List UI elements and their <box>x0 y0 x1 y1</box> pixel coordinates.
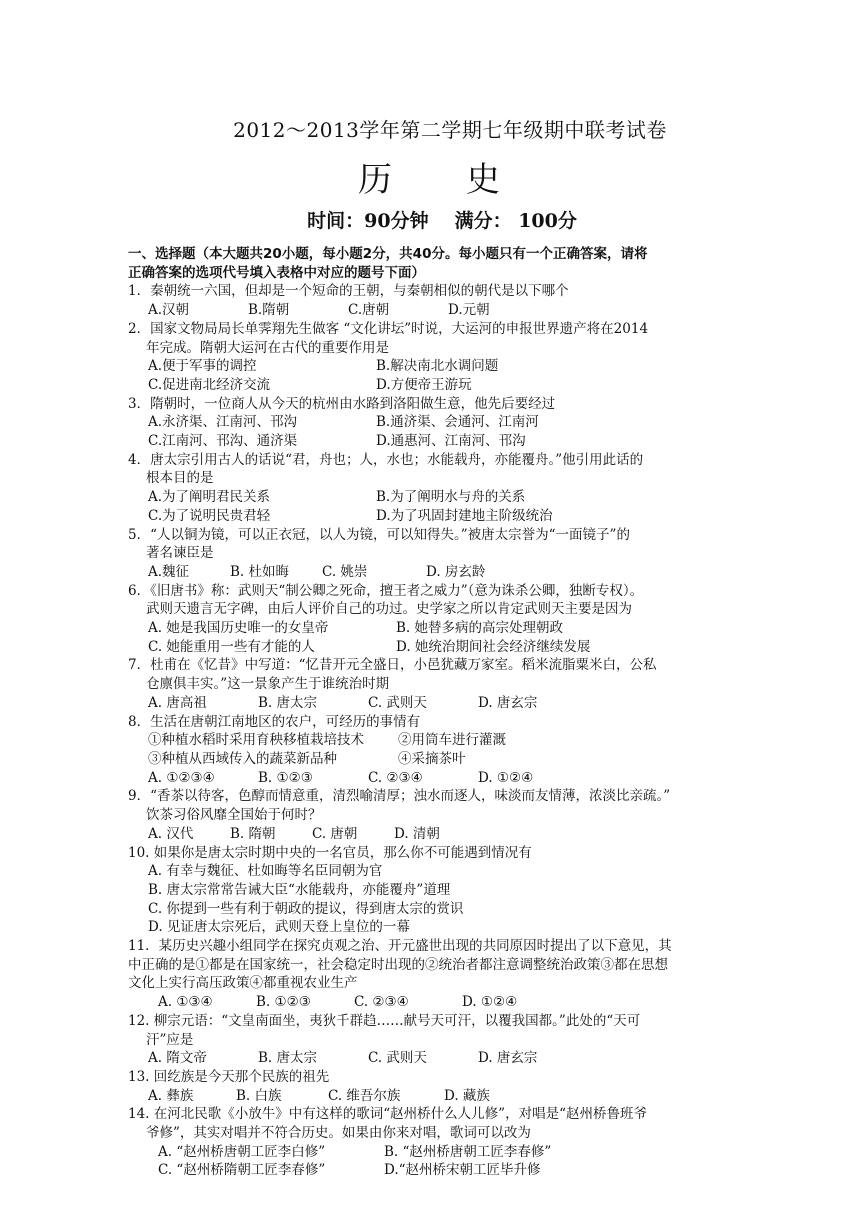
option-c: C.江南河、邗沟、通济渠 <box>148 433 298 450</box>
option-a: A.魏征 <box>148 563 190 580</box>
option-c: C. 唐朝 <box>312 825 358 842</box>
option-d: D. 藏族 <box>444 1087 490 1104</box>
option-d: D.“赵州桥宋朝工匠毕升修 <box>384 1162 541 1179</box>
option-a: A. 她是我国历史唯一的女皇帝 <box>148 620 329 637</box>
option-d: D.为了巩固封建地主阶级统治 <box>376 507 553 524</box>
option-c: C. 维吾尔族 <box>328 1087 401 1104</box>
exam-time: 时间：90分钟 <box>307 210 429 232</box>
question-stem-cont: 著名谏臣是 <box>146 545 214 562</box>
question-stem: 3．隋朝时，一位商人从今天的杭州由水路到洛阳做生意，他先后要经过 <box>128 395 556 412</box>
question-options <box>128 413 744 432</box>
question-stem-cont: 爷修”，其实对唱并不符合历史。如果由你来对唱，歌词可以改为 <box>146 1125 531 1142</box>
question-options <box>128 1087 744 1106</box>
option-d: D.元朝 <box>448 302 490 319</box>
option-a: A. 隋文帝 <box>148 1050 207 1067</box>
option-d: D. 房玄龄 <box>426 563 486 580</box>
option-b: B. ①②③ <box>256 994 311 1011</box>
question-stem: 2．国家文物局局长单霁翔先生做客 “文化讲坛”时说，大运河的申报世界遗产将在2014 <box>128 320 649 337</box>
option-d: D. 唐玄宗 <box>478 694 538 711</box>
option-b: B. 唐太宗常常告诫大臣“水能载舟，亦能覆舟”道理 <box>148 881 451 898</box>
item-2: ②用筒车进行灌溉 <box>398 732 506 749</box>
option-b: B. 杜如晦 <box>230 563 290 580</box>
option-b: B. “赵州桥唐朝工匠李春修” <box>384 1143 552 1160</box>
question-options <box>128 1161 744 1180</box>
option-a: A. 汉代 <box>148 825 194 842</box>
option-a: A. 有幸与魏征、杜如晦等名臣同朝为官 <box>148 863 383 880</box>
option-a: A. ①③④ <box>158 994 213 1011</box>
question-options <box>128 376 744 395</box>
question-stem: 10. 如果你是唐太宗时期中央的一名官员，那么你不可能遇到情况有 <box>128 844 532 861</box>
option-a: A. “赵州桥唐朝工匠李白修” <box>158 1143 326 1160</box>
question-stem: 12. 柳宗元语：“文皇南面坐，夷狄千群趋……献号天可汗，以覆我国都。”此处的“天可 <box>128 1012 641 1029</box>
option-c: C. ②③④ <box>368 769 423 786</box>
question-options <box>128 507 744 526</box>
option-d: D. 见证唐太宗死后，武则天登上皇位的一幕 <box>148 919 410 936</box>
question-items <box>128 750 744 769</box>
question-stem: 1．秦朝统一六国，但却是一个短命的王朝，与秦朝相似的朝代是以下哪个 <box>128 283 569 300</box>
question-stem-cont: 文化上实行高压政策④都重视农业生产 <box>128 975 358 992</box>
exam-score: 满分： 100分 <box>454 210 577 232</box>
option-c: C. 武则天 <box>368 1050 427 1067</box>
subject-title: 历 史 <box>358 160 502 200</box>
option-c: C.促进南北经济交流 <box>148 376 271 393</box>
option-b: B.为了阐明水与舟的关系 <box>376 489 526 506</box>
option-b: B.隋朝 <box>248 302 290 319</box>
question-options <box>128 488 744 507</box>
option-a: A.汉朝 <box>148 302 190 319</box>
option-b: B. 隋朝 <box>230 825 276 842</box>
exam-title: 2012～2013学年第二学期七年级期中联考试卷 <box>233 118 667 142</box>
question-stem: 7．杜甫在《忆昔》中写道：“忆昔开元全盛日，小邑犹藏万家室。稻米流脂粟米白，公私 <box>128 657 657 674</box>
question-stem-cont: 武则天遗言无字碑，由后人评价自己的功过。史学家之所以肯定武则天主要是因为 <box>146 601 632 618</box>
question-stem: 14. 在河北民歌《小放牛》中有这样的歌词“赵州桥什么人儿修”，对唱是“赵州桥鲁班爷 <box>128 1106 647 1123</box>
section-title: 一、选择题（本大题共20小题，每小题2分，共40分。每小题只有一个正确答案，请将 <box>128 246 648 262</box>
option-d: D. ①②④ <box>478 769 534 786</box>
option-d: D. 她统治期间社会经济继续发展 <box>396 638 591 655</box>
item-4: ④采摘茶叶 <box>398 750 466 767</box>
question-stem: 11．某历史兴趣小组同学在探究贞观之治、开元盛世出现的共同原因时提出了以下意见，其 <box>128 938 672 955</box>
option-a: A. 彝族 <box>148 1087 194 1104</box>
option-d: D. 清朝 <box>394 825 440 842</box>
question-options <box>128 825 744 844</box>
option-a: A.为了阐明君民关系 <box>148 489 271 506</box>
option-c: C.唐朝 <box>348 302 390 319</box>
option-c: C. ②③④ <box>354 994 409 1011</box>
question-options <box>128 357 744 376</box>
question-stem: 4．唐太宗引用古人的话说“君，舟也；人，水也；水能载舟，亦能覆舟。”他引用此话的 <box>128 451 644 468</box>
question-options <box>128 563 744 582</box>
option-c: C. 武则天 <box>368 694 427 711</box>
option-c: C. 她能重用一些有才能的人 <box>148 638 315 655</box>
question-options <box>128 432 744 451</box>
option-c: C. “赵州桥隋朝工匠李春修” <box>158 1162 326 1179</box>
option-b: B. 唐太宗 <box>258 1050 318 1067</box>
question-stem-cont: 饮茶习俗风靡全国始于何时？ <box>146 807 322 824</box>
option-d: D. 唐玄宗 <box>478 1050 538 1067</box>
option-a: A.永济渠、江南河、邗沟 <box>148 414 298 431</box>
option-a: A.便于军事的调控 <box>148 358 257 375</box>
option-b: B. 唐太宗 <box>258 694 318 711</box>
option-b: B. ①②③ <box>258 769 313 786</box>
item-3: ③种植从西域传入的蔬菜新品种 <box>148 750 337 767</box>
option-d: D.通惠河、江南河、邗沟 <box>376 433 526 450</box>
question-stem: 9．“香茶以待客，色醇而情意重，清烈喻清厚；浊水而逐人，味淡而友情薄，浓淡比亲疏。” <box>128 788 671 805</box>
question-items <box>128 731 744 750</box>
question-stem-cont: 汗”应是 <box>146 1031 194 1048</box>
question-options <box>128 1143 744 1162</box>
question-stem: 6．《旧唐书》称：武则天“制公卿之死命，擅王者之威力”（意为诛杀公卿，独断专权）。 <box>128 582 644 599</box>
question-options <box>128 301 744 320</box>
option-d: D. ①②④ <box>462 994 518 1011</box>
question-stem: 13. 回纥族是今天那个民族的祖先 <box>128 1068 330 1085</box>
option-b: B. 白族 <box>236 1087 282 1104</box>
item-1: ①种植水稻时采用育秧移植栽培技术 <box>148 732 364 749</box>
question-stem-cont: 根本目的是 <box>146 470 214 487</box>
section-title-cont: 正确答案的选项代号填入表格中对应的题号下面） <box>128 264 425 281</box>
question-stem-cont: 仓廪俱丰实。”这一景象产生于谁统治时期 <box>146 676 390 693</box>
question-stem: 8．生活在唐朝江南地区的农户，可经历的事情有 <box>128 713 421 730</box>
question-options <box>128 769 744 788</box>
option-c: C. 姚崇 <box>322 563 368 580</box>
option-d: D.方便帝王游玩 <box>376 376 472 393</box>
option-b: B.解决南北水调问题 <box>376 358 499 375</box>
question-list <box>128 245 744 1180</box>
question-stem-cont: 中正确的是①都是在国家统一，社会稳定时出现的②统治者都注意调整统治政策③都在思想 <box>128 956 668 973</box>
option-a: A. ①②③④ <box>148 769 215 786</box>
question-options <box>128 638 744 657</box>
option-a: A. 唐高祖 <box>148 694 207 711</box>
question-options <box>128 993 744 1012</box>
question-stem-cont: 年完成。隋朝大运河在古代的重要作用是 <box>146 339 389 356</box>
option-b: B.通济渠、会通河、江南河 <box>376 414 539 431</box>
question-stem: 5．“人以铜为镜，可以正衣冠，以人为镜，可以知得失。”被唐太宗誉为“一面镜子”的 <box>128 526 630 543</box>
option-c: C. 你提到一些有利于朝政的提议，得到唐太宗的赏识 <box>148 900 464 917</box>
question-options <box>128 694 744 713</box>
option-c: C.为了说明民贵君轻 <box>148 507 271 524</box>
question-options <box>128 1049 744 1068</box>
question-options <box>128 619 744 638</box>
exam-info <box>0 206 860 233</box>
option-b: B. 她替多病的高宗处理朝政 <box>396 620 564 637</box>
